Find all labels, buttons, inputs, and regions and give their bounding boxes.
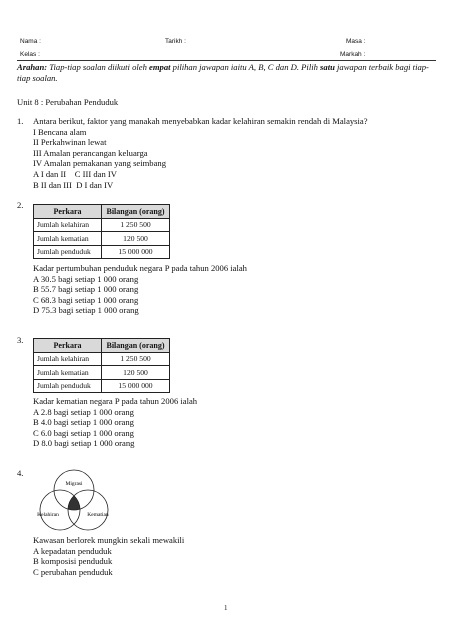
table-row — [34, 366, 170, 380]
table-header-cell: Bilangan (orang) — [102, 205, 170, 219]
q3-option: D 8.0 bagi setiap 1 000 orang — [33, 438, 135, 449]
table-row — [34, 218, 170, 232]
table-cell: Jumlah kematian — [34, 232, 102, 246]
table-row — [34, 232, 170, 246]
q1-body — [33, 116, 368, 190]
instruction-text-1: Tiap-tiap soalan diikuti oleh — [47, 62, 150, 72]
table-cell: 15 000 000 — [102, 245, 170, 259]
q2-option: B 55.7 bagi setiap 1 000 orang — [33, 284, 139, 295]
instruction-emphasis-1: empat — [149, 62, 171, 72]
instruction — [17, 62, 435, 83]
q3-number: 3. — [17, 335, 24, 345]
header-rule — [17, 60, 436, 61]
table-cell: 120 500 — [102, 232, 170, 246]
masa-label: Masa : — [346, 38, 366, 45]
q1-item: III Amalan perancangan keluarga — [33, 147, 148, 158]
table-header-cell: Perkara — [34, 205, 102, 219]
q2-option: A 30.5 bagi setiap 1 000 orang — [33, 273, 139, 284]
venn-label-right: Kematian — [87, 512, 109, 518]
q1-stem: Antara berikut, faktor yang manakah menyebabkan kadar kelahiran semakin rendah di Malaysia? — [33, 116, 368, 126]
instruction-text-2: pilihan jawapan iaitu A, B, C dan D. Pilih — [170, 62, 321, 72]
q3-option: A 2.8 bagi setiap 1 000 orang — [33, 406, 134, 417]
q2-table — [33, 204, 170, 259]
q1-item: IV Amalan pemakanan yang seimbang — [33, 158, 167, 169]
table-header-row — [34, 339, 170, 353]
q2-option: C 68.3 bagi setiap 1 000 orang — [33, 294, 139, 305]
q3-option: B 4.0 bagi setiap 1 000 orang — [33, 417, 134, 428]
q3-stem: Kadar kematian negara P pada tahun 2006 ialah — [33, 396, 198, 406]
venn-label-top: Migrasi — [65, 481, 83, 487]
q2-option: D 75.3 bagi setiap 1 000 orang — [33, 305, 139, 316]
q4-number: 4. — [17, 468, 24, 478]
q3-option: C 6.0 bagi setiap 1 000 orang — [33, 427, 134, 438]
table-header-cell: Bilangan (orang) — [102, 339, 170, 353]
table-cell: Jumlah penduduk — [34, 379, 102, 393]
q1-option: B II dan III D I dan IV — [33, 179, 114, 190]
page-number: 1 — [224, 604, 228, 612]
instruction-lead: Arahan: — [17, 62, 48, 72]
instruction-emphasis-2: satu — [320, 62, 335, 72]
venn-diagram — [30, 468, 120, 534]
table-cell: Jumlah kelahiran — [34, 352, 102, 366]
table-row — [34, 352, 170, 366]
table-header-cell: Perkara — [34, 339, 102, 353]
table-row — [34, 379, 170, 393]
kelas-label: Kelas : — [20, 51, 40, 58]
q3-table — [33, 338, 170, 393]
table-cell: 15 000 000 — [102, 379, 170, 393]
instruction-text-3: jawapan terbaik bagi tiap-tiap soalan. — [17, 62, 429, 83]
q3-body — [33, 396, 197, 449]
venn-label-left: Kelahiran — [37, 512, 59, 518]
q1-item: I Bencana alam — [33, 126, 87, 137]
table-cell: Jumlah penduduk — [34, 245, 102, 259]
unit-title: Unit 8 : Perubahan Penduduk — [17, 97, 119, 107]
q4-option: C perubahan penduduk — [33, 566, 113, 577]
table-header-row — [34, 205, 170, 219]
table-cell: Jumlah kematian — [34, 366, 102, 380]
q4-stem: Kawasan berlorek mungkin sekali mewakili — [33, 535, 185, 545]
tarikh-label: Tarikh : — [165, 38, 186, 45]
q4-option: B komposisi penduduk — [33, 556, 113, 567]
table-cell: 1 250 500 — [102, 218, 170, 232]
q2-stem: Kadar pertumbuhan penduduk negara P pada tahun 2006 ialah — [33, 263, 247, 273]
q2-body — [33, 263, 247, 316]
q2-number: 2. — [17, 200, 24, 210]
table-cell: 1 250 500 — [102, 352, 170, 366]
q4-body — [33, 535, 184, 577]
table-row — [34, 245, 170, 259]
q1-option: A I dan II C III dan IV — [33, 168, 118, 179]
q1-number: 1. — [17, 116, 24, 126]
q1-item: II Perkahwinan lewat — [33, 137, 107, 148]
q4-option: A kepadatan penduduk — [33, 545, 112, 556]
nama-label: Nama : — [20, 38, 41, 45]
table-cell: 120 500 — [102, 366, 170, 380]
table-cell: Jumlah kelahiran — [34, 218, 102, 232]
markah-label: Markah : — [340, 51, 366, 58]
